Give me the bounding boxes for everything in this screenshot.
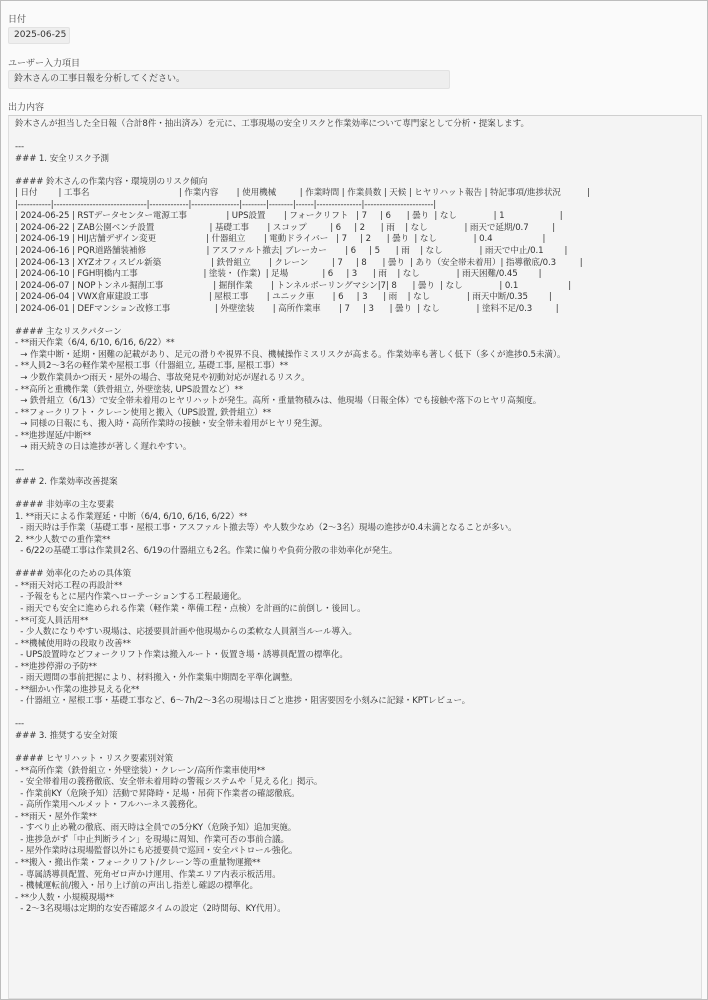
user-input-field[interactable]: 鈴木さんの工事日報を分析してください。 — [8, 70, 450, 89]
date-field[interactable]: 2025-06-25 — [8, 27, 70, 44]
output-textarea[interactable] — [8, 115, 702, 999]
output-content: 鈴木さんが担当した全日報（合計8件・抽出済み）を元に、工事現場の安全リスクと作業効率について専門家として分析・提案します。 --- ### 1. 安全リスク予測 #### 鈴木さんの作業内容・環境別のリスク傾向 | 日付 | 工事名 | 作業内容 | 使用機械 | 作業時間 | 作業員数 | 天候 | ヒヤリハット報告 | 特記事項/進捗状況 | |-----------|-------------------------------|-------------|----------------|--------|--------|------|---------------|-----------------------| | 2024-06-25 | RSTデータセンター電源工事 | UPS設置 | フォークリフト | 7 | 6 | 曇り | なし | 1 | | 2024-06-22 | ZAB公園ベンチ設置 | 基礎工事 | スコップ | 6 | 2 | 雨 | なし | 雨天で延期/0.7 | | 2024-06-19 | HIJ店舗デザイン変更 | 什器組立 | 電動ドライバー | 7 | 2 | 曇り | なし | 0.4 | | 2024-06-16 | PQR道路舗装補修 | アスファルト撤去| ブレーカー | 6 | 5 | 雨 | なし | 雨天で中止/0.1 | | 2024-06-13 | XYZオフィスビル新築 | 鉄骨組立 | クレーン | 7 | 8 | 曇り | あり（安全帯未着用）| 指導徹底/0.3 | | 2024-06-10 | FGH明橋内工事 | 塗装・ (作業) | 足場 | 6 | 3 | 雨 | なし | 雨天困難/0.45 | | 2024-06-07 | NOPトンネル掘削工事 | 掘削作業 | トンネルボーリングマシン|7| 8 | 曇り | なし | 0.1 | | 2024-06-04 | VWX倉庫建設工事 | 屋根工事 | ユニック車 | 6 | 3 | 雨 | なし | 雨天中断/0.35 | | 2024-06-01 | DEFマンション改修工事 | 外壁塗装 | 高所作業車 | 7 | 3 | 曇り | なし | 塗料不足/0.3 | #### 主なリスクパターン - **雨天作業（6/4, 6/10, 6/16, 6/22）** → 作業中断・延期・困難の記載があり、足元の滑りや視界不良、機械操作ミスリスクが高まる。作業効率も著しく低下（多くが進捗0.5未満）。 - **人員2〜3名の軽作業や屋根工事（什器組立, 基礎工事, 屋根工事）** → 少数作業員かつ雨天・屋外の場合、事故発見や初動対応が遅れるリスク。 - **高所と重機作業（鉄骨組立, 外壁塗装, UPS設置など）** → 鉄骨組立（6/13）で安全帯未着用のヒヤリハットが発生。高所・重量物積みは、他現場（日報全体）でも接触や落下のヒヤリ高頻度。 - **フォークリフト・クレーン使用と搬入（UPS設置, 鉄骨組立）** → 同様の日報にも、搬入時・高所作業時の接触・安全帯未着用がヒヤリ発生源。 - **進捗遅延/中断** → 雨天続きの日は進捗が著しく遅れやすい。 --- ### 2. 作業効率改善提案 #### 非効率の主な要素 1. **雨天による作業遅延・中断（6/4, 6/10, 6/16, 6/22）** - 雨天時は手作業（基礎工事・屋根工事・アスファルト撤去等）や人数少なめ（2〜3名）現場の進捗が0.4未満となることが多い。 2. **少人数での重作業** - 6/22の基礎工事は作業員2名、6/19の什器組立も2名。作業に偏りや負荷分散の非効率化が発生。 #### 効率化のための具体策 - **雨天対応工程の再設計** - 予報をもとに屋内作業へローテーションする工程最適化。 - 雨天でも安全に進められる作業（軽作業・準備工程・点検）を計画的に前倒し・後回し。 - **可変人員活用** - 少人数になりやすい現場は、応援要員計画や他現場からの柔軟な人員割当ルール導入。 - **機械使用時の段取り改善** - UPS設置時などフォークリフト作業は搬入ルート・仮置き場・誘導員配置の標準化。 - **進捗停滞の予防** - 雨天週間の事前把握により、材料搬入・外作業集中期間を平準化調整。 - **細かい作業の進捗見える化** - 什器組立・屋根工事・基礎工事など、6〜7h/2〜3名の現場は日ごと進捗・阻害要因を小刻みに記録・KPTレビュー。 --- ### 3. 推奨する安全対策 #### ヒヤリハット・リスク要素別対策 - **高所作業（鉄骨組立・外壁塗装）・クレーン/高所作業車使用** - 安全帯着用の義務徹底、安全帯未着用時の警報システムや「見える化」掲示。 - 作業前KY（危険予知）活動で昇降時・足場・吊荷下作業者の確認徹底。 - 高所作業用ヘルメット・フルハーネス義務化。 - **雨天・屋外作業** - すべり止め靴の徹底、雨天時は全員での5分KY（危険予知）追加実施。 - 進捗急がず「中止判断ライン」を現場に周知、作業可否の事前合議。 - 屋外作業時は現場監督以外にも応援要員で巡回・安全パトロール強化。 - **搬入・搬出作業・フォークリフト/クレーン等の重量物運搬** - 専属誘導員配置、死角ゼロ声かけ運用、作業エリア内表示板活用。 - 機械運転前/搬入・吊り上げ前の声出し指差し確認の標準化。 - **少人数・小規模現場** - 2〜3名現場は定期的な安否確認タイムの設定（2時間毎、KY代用）。 — [15, 119, 590, 915]
date-label: 日付 — [8, 15, 27, 25]
user-input-label: ユーザー入力項目 — [8, 59, 81, 69]
output-label: 出力内容 — [8, 103, 45, 113]
